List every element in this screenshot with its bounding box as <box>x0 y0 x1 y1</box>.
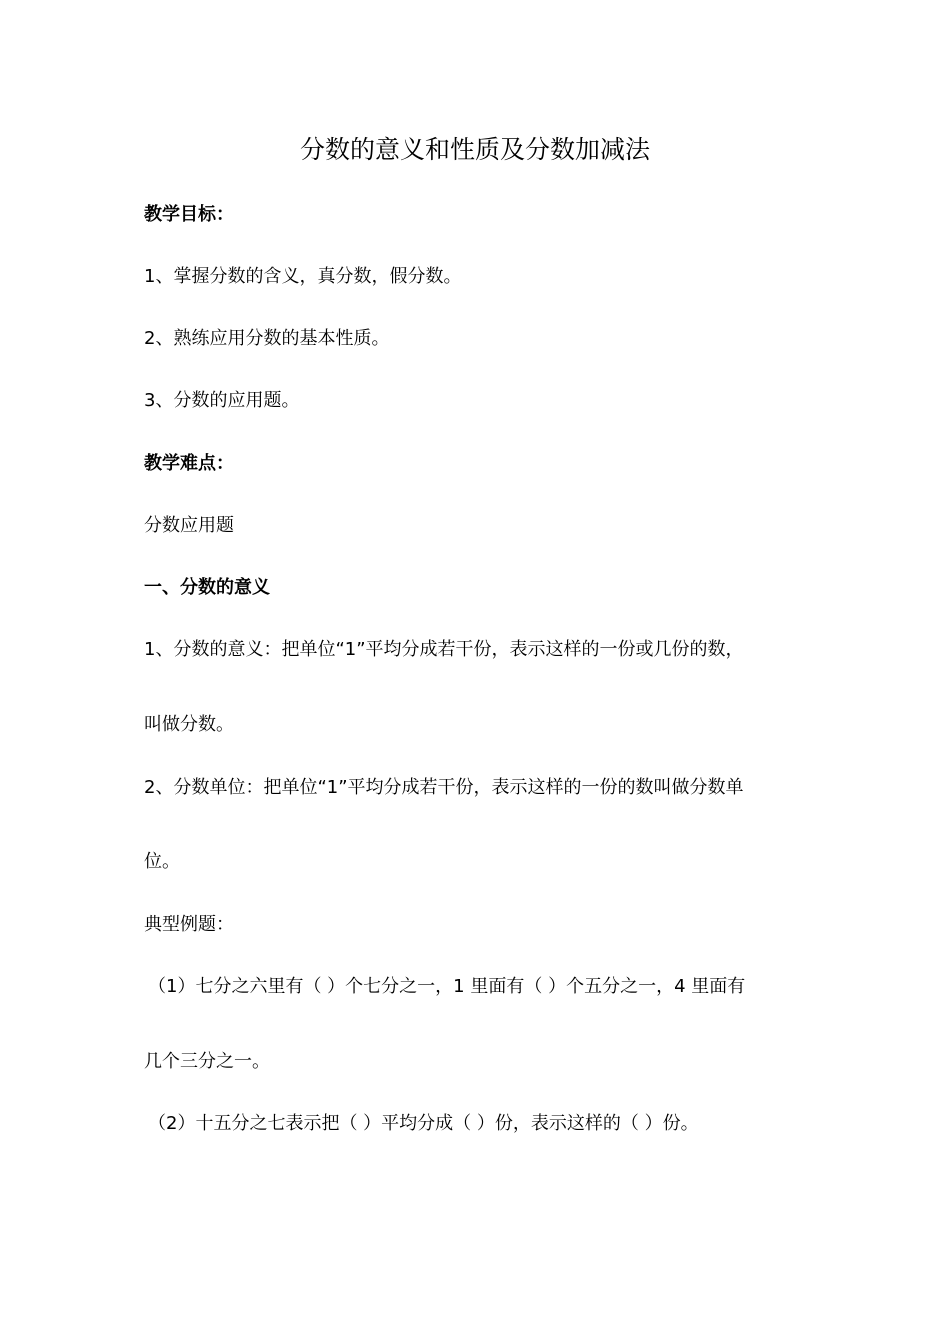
heading-teaching-goals: 教学目标： <box>144 204 234 225</box>
examples-heading: 典型例题： <box>144 914 234 935</box>
goal-item-2: 2、熟练应用分数的基本性质。 <box>144 328 390 349</box>
document-title: 分数的意义和性质及分数加减法 <box>299 135 650 164</box>
definition-2-line-2: 位。 <box>144 851 180 872</box>
goal-item-1: 1、掌握分数的含义，真分数，假分数。 <box>144 266 462 287</box>
heading-teaching-difficulty: 教学难点： <box>144 453 234 474</box>
definition-2-line-1: 2、分数单位：把单位“1”平均分成若干份，表示这样的一份的数叫做分数单 <box>144 777 744 798</box>
difficulty-text: 分数应用题 <box>144 515 234 536</box>
example-1-line-2: 几个三分之一。 <box>144 1051 270 1072</box>
example-2-line-1: （2）十五分之七表示把（ ）平均分成（ ）份，表示这样的（ ）份。 <box>148 1113 699 1134</box>
goal-item-3: 3、分数的应用题。 <box>144 390 300 411</box>
definition-1-line-1: 1、分数的意义：把单位“1”平均分成若干份，表示这样的一份或几份的数， <box>144 639 744 660</box>
section-heading-meaning: 一、分数的意义 <box>144 577 270 598</box>
definition-1-line-2: 叫做分数。 <box>144 714 234 735</box>
example-1-line-1: （1）七分之六里有（ ）个七分之一，1 里面有（ ）个五分之一，4 里面有 <box>148 976 746 997</box>
